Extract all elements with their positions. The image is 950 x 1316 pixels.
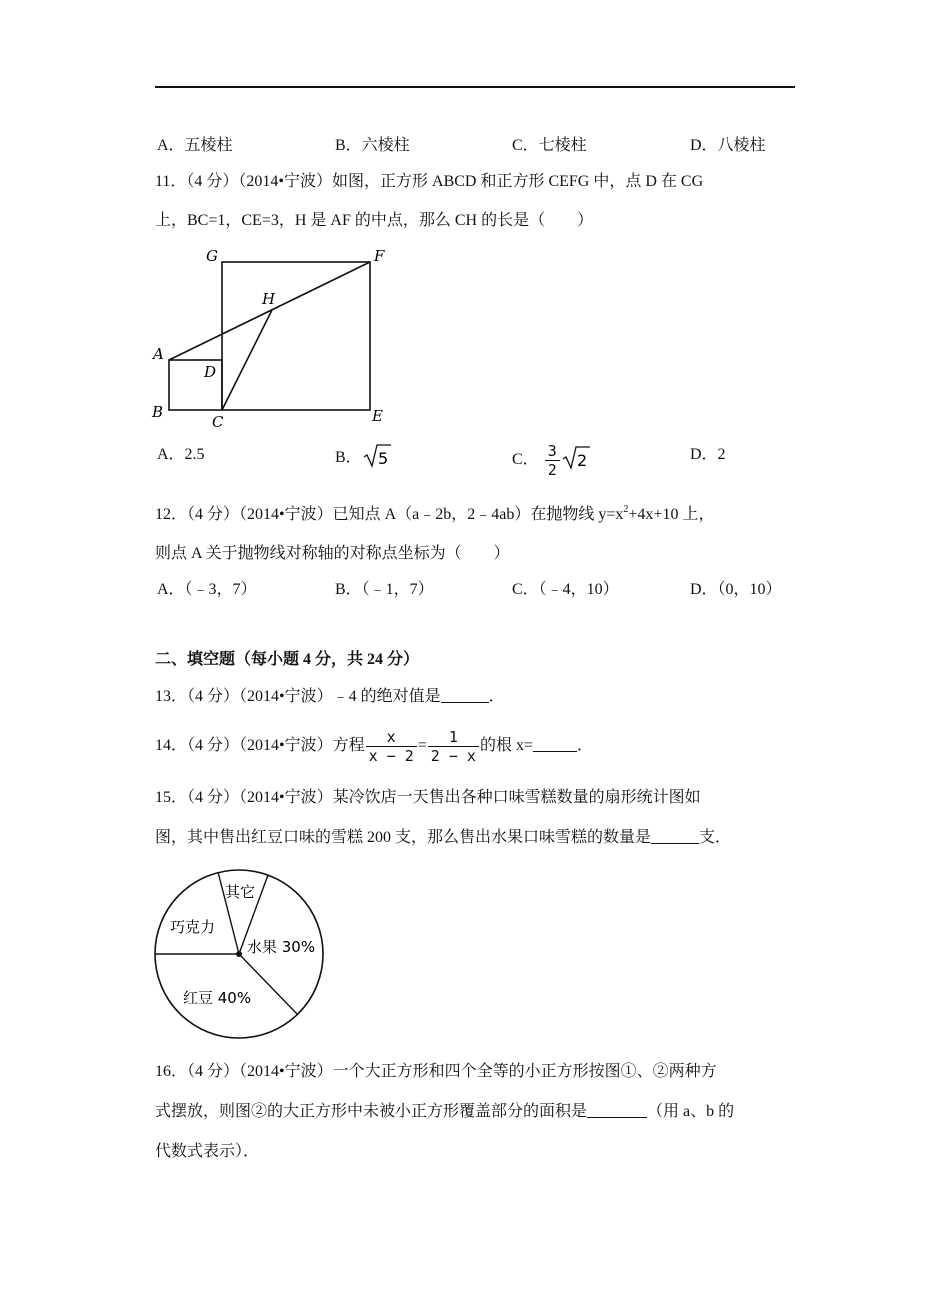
q11-option-c: [512, 442, 591, 479]
q10-option-a: A．五棱柱: [157, 137, 233, 154]
q12-option-a: A．（﹣3，7）: [157, 581, 257, 598]
q13-text: 13．（4 分）（2014•宁波）﹣4 的绝对值是: [155, 688, 441, 705]
q14-equals: =: [417, 737, 427, 754]
q15-line-2-post: 支．: [699, 829, 732, 846]
q12-line-1-pre: 12．（4 分）（2014•宁波）已知点 A（a﹣2b，2﹣4ab）在抛物线 y=x: [155, 506, 624, 523]
segment-af: [169, 262, 370, 360]
q16-line-2-pre: 式摆放，则图②的大正方形中未被小正方形覆盖部分的面积是: [155, 1103, 588, 1120]
q14-end: ．: [576, 737, 593, 754]
q16-line-2: [155, 1101, 734, 1123]
segment-ch: [222, 310, 272, 410]
q15-line-1: 15．（4 分）（2014•宁波）某冷饮店一天售出各种口味雪糕数量的扇形统计图如: [155, 789, 701, 806]
pie-label-fruit: 水果 30%: [247, 938, 316, 956]
q11-option-b: [335, 442, 392, 475]
label-e: E: [372, 407, 383, 425]
q11-option-b-prefix: B．: [335, 449, 362, 467]
q15-line-2: [155, 827, 731, 849]
q12-line-1-post: +4x+10 上，: [628, 506, 715, 523]
q12-line-2: 则点 A 关于抛物线对称轴的对称点坐标为（ ）: [155, 545, 510, 562]
label-a: A: [153, 345, 164, 363]
q11-figure: [148, 244, 393, 434]
q12-option-b: B．（﹣1，7）: [335, 581, 434, 598]
sqrt-2-radicand: 2: [576, 451, 587, 470]
q14-frac2-num: 1: [428, 728, 479, 747]
q14-frac1-num: x: [366, 728, 417, 747]
label-b: B: [152, 403, 164, 421]
q15-line-2-pre: 图，其中售出红豆口味的雪糕 200 支，那么售出水果口味雪糕的数量是: [155, 829, 652, 846]
q15-answer-blank: [651, 827, 699, 844]
q11-option-d: D．2: [690, 446, 726, 463]
q14-pre: 14．（4 分）（2014•宁波）方程: [155, 737, 365, 754]
frac-3-2-num: 3: [545, 442, 560, 461]
q12-line-1: [155, 504, 714, 526]
pie-label-redbean: 红豆 40%: [183, 989, 252, 1007]
header-rule: [155, 86, 795, 88]
q13-answer-blank: [441, 686, 489, 703]
q10-option-d: D．八棱柱: [690, 137, 766, 154]
q14-answer-blank: [533, 735, 577, 752]
q13-end: ．: [488, 688, 505, 705]
q10-option-b: B．六棱柱: [335, 137, 410, 154]
q16-line-1: 16．（4 分）（2014•宁波）一个大正方形和四个全等的小正方形按图①、②两种方: [155, 1063, 717, 1080]
square-cefg: [222, 262, 370, 410]
frac-3-2-den: 2: [547, 461, 557, 479]
sqrt-5-radicand: 5: [377, 449, 388, 468]
q11-line-1: 11．（4 分）（2014•宁波）如图，正方形 ABCD 和正方形 CEFG 中，点 D 在 CG: [155, 173, 704, 190]
q12-option-d: D．（0，10）: [690, 581, 782, 598]
q11-line-2: 上，BC=1，CE=3，H 是 AF 的中点，那么 CH 的长是（ ）: [155, 212, 594, 229]
q14: [155, 727, 593, 765]
label-g: G: [206, 247, 218, 265]
q14-post: 的根 x=: [479, 737, 533, 754]
pie-label-other: 其它: [225, 883, 256, 901]
label-c: C: [212, 413, 224, 431]
section-2-heading: 二、填空题（每小题 4 分，共 24 分）: [155, 651, 420, 668]
pie-center: [236, 951, 242, 957]
q13: [155, 686, 505, 708]
q12-exponent: 2: [623, 504, 629, 515]
q10-option-c: C．七棱柱: [512, 137, 587, 154]
pie-label-chocolate: 巧克力: [170, 918, 216, 936]
q16-answer-blank: [587, 1101, 647, 1118]
q16-line-2-post: （用 a、b 的: [647, 1103, 735, 1120]
q14-frac1-den: x − 2: [368, 746, 414, 765]
q11-option-c-prefix: C．: [512, 451, 539, 469]
q15-pie-chart: [150, 865, 330, 1045]
label-h: H: [262, 290, 276, 308]
sqrt-2: [561, 444, 591, 477]
q16-line-3: 代数式表示）．: [155, 1143, 260, 1160]
sqrt-5: [362, 442, 392, 475]
q11-option-a: A．2.5: [157, 446, 205, 463]
label-f: F: [374, 247, 385, 265]
q14-frac2-den: 2 − x: [430, 746, 476, 765]
label-d: D: [204, 363, 217, 381]
q12-option-c: C．（﹣4，10）: [512, 581, 619, 598]
